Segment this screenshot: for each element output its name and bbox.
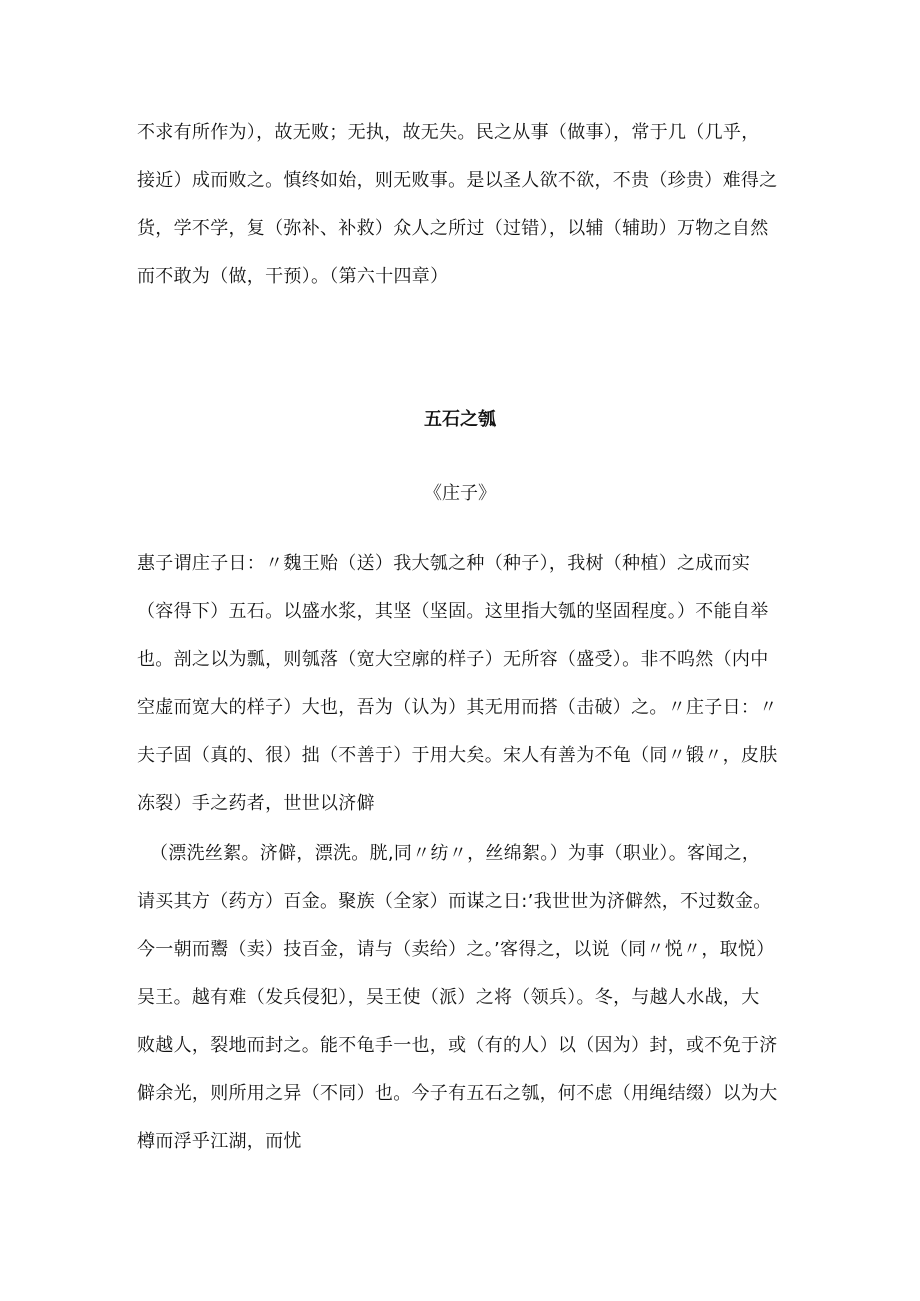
section-title: 五石之瓠 — [424, 409, 496, 430]
upper-passage-line-2: 接近）成而败之。慎终如始，则无败事。是以圣人欲不欲，不贵（珍贵）难得之 — [137, 170, 778, 191]
body-line-7: （漂洗丝絮。济僻，漂洗。胱,同〃纺〃，丝绵絮。）为事（职业）。客闻之， — [150, 843, 761, 864]
body-line-5: 夫子固（真的、很）拙（不善于）于用大矣。宋人有善为不龟（同〃锻〃，皮肤 — [137, 745, 778, 766]
body-line-1: 惠子谓庄子日：〃魏王贻（送）我大瓠之种（种子），我树（种植）之成而实 — [137, 553, 751, 574]
upper-passage-line-4: 而不敢为（做，干预）。（第六十四章） — [137, 266, 449, 287]
body-line-4: 空虚而宽大的样子）大也，吾为（认为）其无用而搭（击破）之。〃庄子日：〃 — [137, 697, 778, 718]
body-line-10: 吴王。越有难（发兵侵犯），吴王使（派）之将（领兵）。冬，与越人水战，大 — [137, 987, 760, 1008]
body-line-13: 樽而浮乎江湖，而忧 — [137, 1131, 302, 1152]
body-line-12: 僻余光，则所用之异（不同）也。今子有五石之瓠，何不虑（用绳结缀）以为大 — [137, 1083, 778, 1104]
section-source: 《庄子》 — [424, 483, 496, 504]
body-line-8: 请买其方（药方）百金。聚族（全家）而谋之日:’我世世为济僻然，不过数金。 — [137, 891, 772, 912]
upper-passage-line-3: 货，学不学，复（弥补、补救）众人之所过（过错），以辅（辅助）万物之自然 — [137, 218, 769, 239]
body-line-3: 也。剖之以为瓢，则瓠落（宽大空廓的样子）无所容（盛受）。非不呜然（内中 — [137, 649, 769, 670]
body-line-9: 今一朝而鬻（卖）技百金，请与（卖给）之。’客得之，以说（同〃悦〃，取悦） — [137, 939, 775, 960]
body-line-11: 败越人，裂地而封之。能不龟手一也，或（有的人）以（因为）封，或不免于济 — [137, 1035, 778, 1056]
body-line-2: （容得下）五石。以盛水浆，其坚（坚固。这里指大瓠的坚固程度。）不能自举 — [137, 601, 769, 622]
body-line-6: 冻裂）手之药者，世世以济僻 — [137, 793, 375, 814]
upper-passage-line-1: 不求有所作为），故无败；无执，故无失。民之从事（做事），常于几（几乎， — [137, 122, 760, 143]
